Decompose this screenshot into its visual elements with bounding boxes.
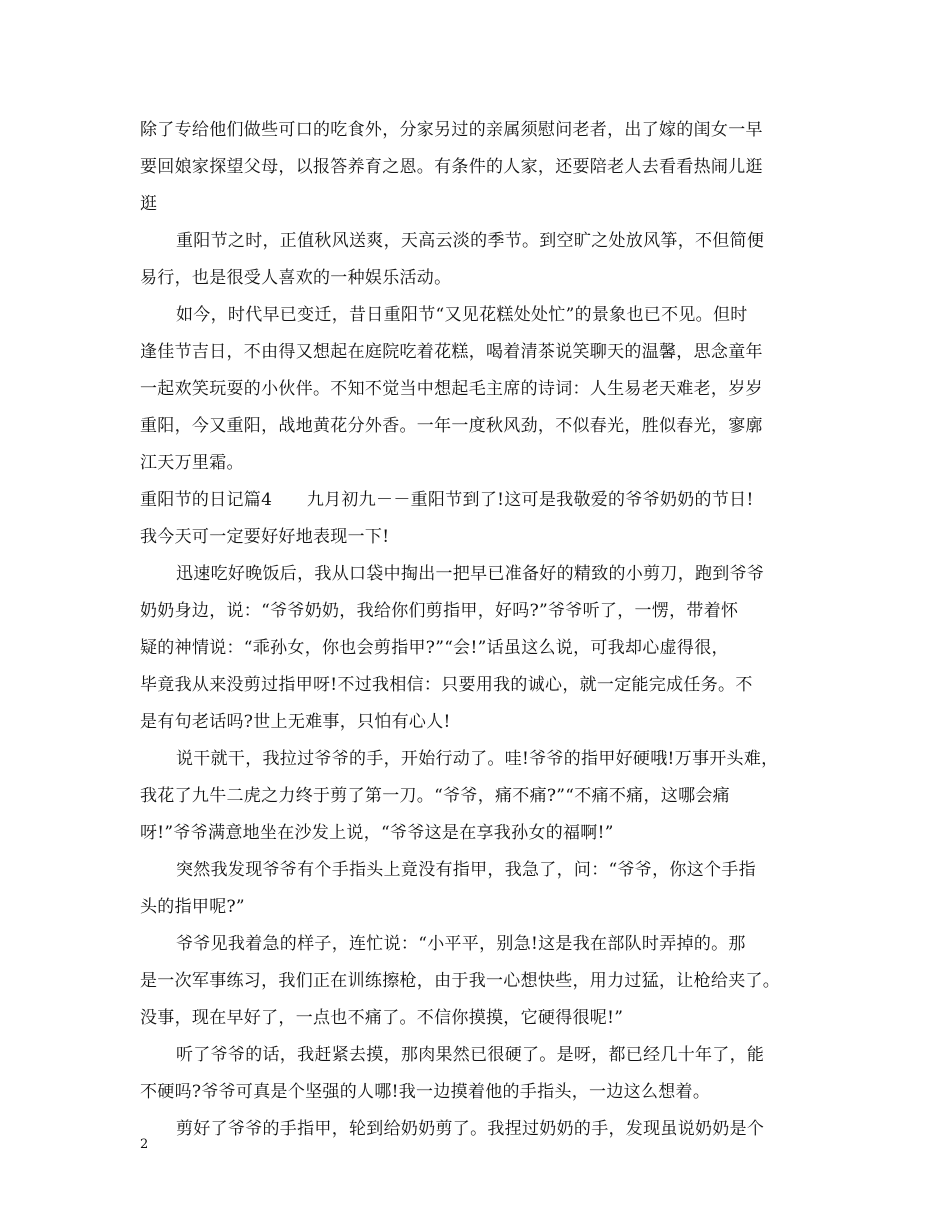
text-line: 奶奶身边，说：“爷爷奶奶，我给你们剪指甲，好吗?”爷爷听了，一愣，带着怀 — [140, 601, 739, 621]
text-line: 重阳，今又重阳，战地黄花分外香。一年一度秋风劲，不似春光，胜似春光，寥廓 — [140, 416, 763, 436]
text-line: 易行，也是很受人喜欢的一种娱乐活动。 — [140, 268, 452, 288]
paragraph-first-line: 突然我发现爷爷有个手指头上竟没有指甲，我急了，问：“爷爷，你这个手指 — [176, 860, 756, 880]
paragraph-first-line: 听了爷爷的话，我赶紧去摸，那肉果然已很硬了。是呀，都已经几十年了，能 — [176, 1045, 765, 1065]
text-line: 没事，现在早好了，一点也不痛了。不信你摸摸，它硬得很呢!” — [140, 1008, 624, 1028]
text-line: 呀!”爷爷满意地坐在沙发上说，“爷爷这是在享我孙女的福啊!” — [140, 823, 614, 843]
text-line: 除了专给他们做些可口的吃食外，分家另过的亲属须慰问老者，出了嫁的闺女一早 — [140, 120, 763, 140]
section-heading-line: 重阳节的日记篇4 九月初九－－重阳节到了!这可是我敬爱的爷爷奶奶的节日! — [140, 490, 754, 510]
text-line: 不硬吗?爷爷可真是个坚强的人哪!我一边摸着他的手指头，一边这么想着。 — [140, 1082, 711, 1102]
text-line: 头的指甲呢?” — [140, 897, 245, 917]
text-line: 毕竟我从来没剪过指甲呀!不过我相信：只要用我的诚心，就一定能完成任务。不 — [140, 675, 753, 695]
text-line: 我今天可一定要好好地表现一下! — [140, 527, 390, 547]
paragraph-first-line: 如今，时代早已变迁，昔日重阳节“又见花糕处处忙”的景象也已不见。但时 — [176, 305, 748, 325]
text-line: 要回娘家探望父母，以报答养育之恩。有条件的人家，还要陪老人去看看热闹儿逛 — [140, 157, 763, 177]
text-line: 逢佳节吉日，不由得又想起在庭院吃着花糕，喝着清茶说笑聊天的温馨，思念童年 — [140, 342, 763, 362]
paragraph-first-line: 剪好了爷爷的手指甲，轮到给奶奶剪了。我捏过奶奶的手，发现虽说奶奶是个 — [176, 1119, 765, 1139]
text-line: 是有句老话吗?世上无难事，只怕有心人! — [140, 712, 451, 732]
text-line: 一起欢笑玩耍的小伙伴。不知不觉当中想起毛主席的诗词：人生易老天难老，岁岁 — [140, 379, 763, 399]
paragraph-first-line: 重阳节之时，正值秋风送爽，天高云淡的季节。到空旷之处放风筝，不但简便 — [176, 231, 765, 251]
text-line: 疑的神情说：“乖孙女，你也会剪指甲?”“会!”话虽这么说，可我却心虚得很， — [140, 638, 729, 658]
paragraph-first-line: 迅速吃好晚饭后，我从口袋中掏出一把早已准备好的精致的小剪刀，跑到爷爷 — [176, 564, 765, 584]
paragraph-first-line: 爷爷见我着急的样子，连忙说：“小平平，别急!这是我在部队时弄掉的。那 — [176, 934, 746, 954]
page-number: 2 — [140, 1137, 149, 1152]
text-line: 我花了九牛二虎之力终于剪了第一刀。“爷爷，痛不痛?”“不痛不痛，这哪会痛 — [140, 786, 730, 806]
paragraph-first-line: 说干就干，我拉过爷爷的手，开始行动了。哇!爷爷的指甲好硬哦!万事开头难， — [176, 749, 779, 769]
text-line: 江天万里霜。 — [140, 453, 244, 473]
text-line: 是一次军事练习，我们正在训练擦枪，由于我一心想快些，用力过猛，让枪给夹了。 — [140, 971, 781, 991]
text-line: 逛 — [140, 194, 158, 214]
